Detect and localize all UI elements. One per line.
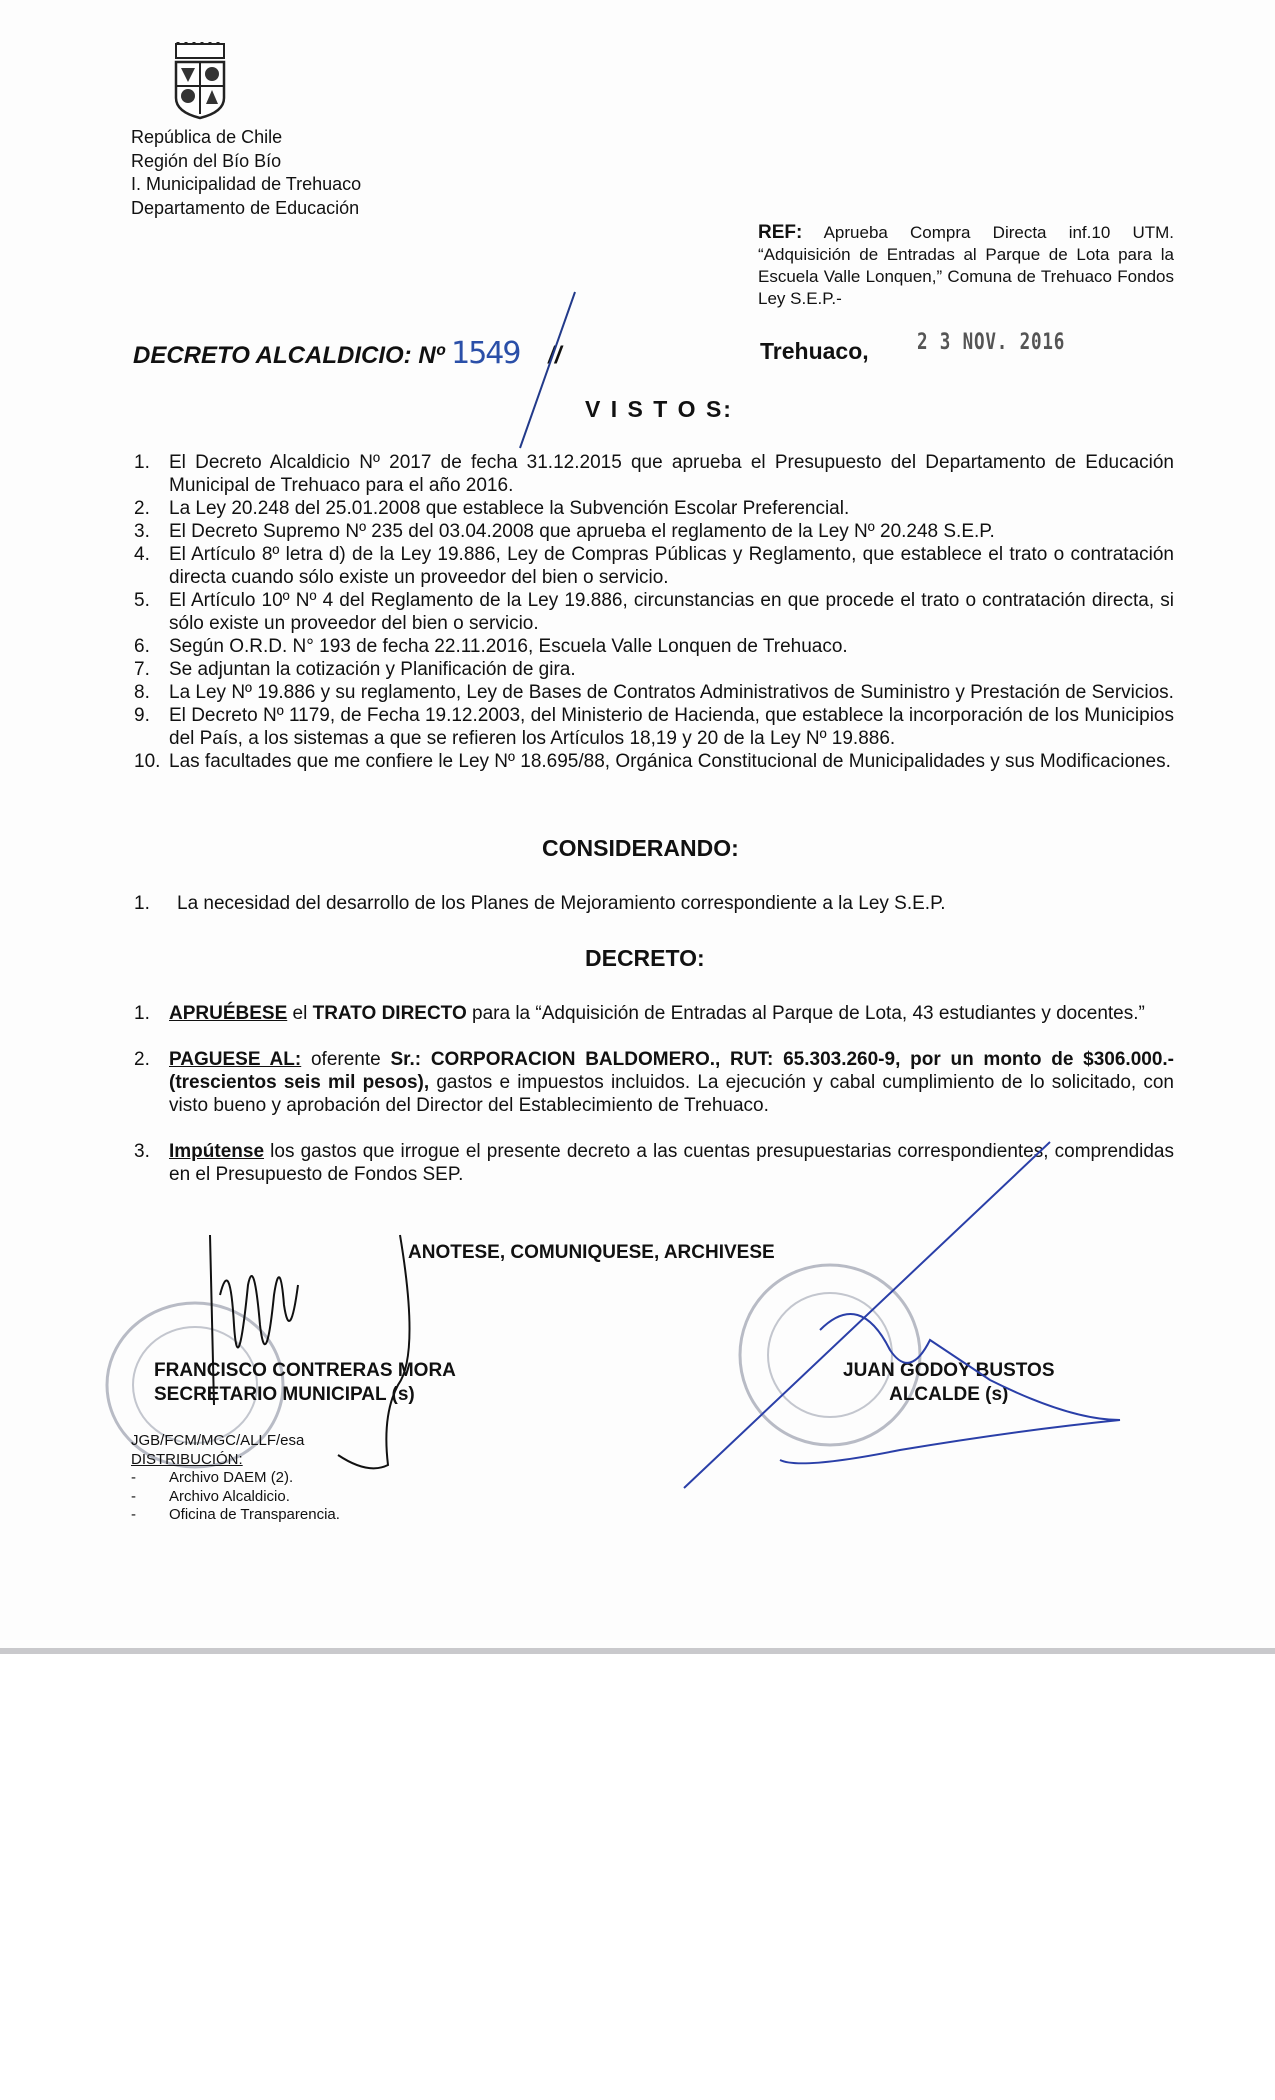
header-line: Región del Bío Bío — [131, 150, 282, 171]
header-line: I. Municipalidad de Trehuaco — [131, 174, 362, 194]
list-item: 10. Las facultades que me confiere le Ley Nº 18.695/88, Orgánica Constitucional de Municipalidades y sus Modificaciones. — [134, 751, 1171, 772]
decreto-heading: DECRETO: — [585, 945, 705, 971]
initials: JGB/FCM/MGC/ALLF/esa — [131, 1432, 305, 1449]
vistos-list — [134, 451, 1174, 773]
decree-handwritten-number: 1549 — [451, 336, 520, 371]
list-item: 2. La Ley 20.248 del 25.01.2008 que establece la Subvención Escolar Preferencial. — [134, 498, 850, 519]
list-item: 1. La necesidad del desarrollo de los Planes de Mejoramiento correspondiente a la Ley S.E.P. — [134, 893, 946, 914]
footer: JGB/FCM/MGC/ALLF/esa DISTRIBUCIÓN: - Archivo DAEM (2). - Archivo Alcaldicio. - Oficina de Transparencia. — [131, 1432, 340, 1523]
list-item: 3. Impútense los gastos que irrogue el presente decreto a las cuentas presupuestarias correspondientes, comprendidas en el Presupuesto de Fondos SEP. — [134, 1141, 1174, 1185]
date-stamp: 2 3 NOV. 2016 — [917, 330, 1066, 355]
vistos-heading: V I S T O S: — [585, 396, 733, 422]
decree-label: DECRETO ALCALDICIO: Nº — [133, 342, 445, 369]
secretary-role: SECRETARIO MUNICIPAL (s) — [154, 1384, 415, 1405]
considerando-list — [134, 892, 1174, 915]
mayor-name: JUAN GODOY BUSTOS — [843, 1360, 1055, 1381]
distribution-label: DISTRIBUCIÓN: — [131, 1450, 243, 1468]
secretary-name: FRANCISCO CONTRERAS MORA — [154, 1360, 456, 1381]
list-item: 6. Según O.R.D. N° 193 de fecha 22.11.2016, Escuela Valle Lonquen de Trehuaco. — [134, 636, 848, 657]
list-item: 7. Se adjuntan la cotización y Planificación de gira. — [134, 659, 576, 680]
list-item: 4. El Artículo 8º letra d) de la Ley 19.886, Ley de Compras Públicas y Reglamento, que establece el trato o contratación directa cuando sólo existe un proveedor del bien o servicio. — [134, 544, 1174, 588]
mayor-handwritten-signature — [670, 1140, 1270, 1500]
list-item: 2. PAGUESE AL: oferente Sr.: CORPORACION BALDOMERO., RUT: 65.303.260-9, por un monto de $306.000.- (trescientos seis mil pesos), gastos e impuestos incluidos. La ejecución y cabal cumplimiento de lo solicitado, con visto bueno y aprobación del Director del Establecimiento de Trehuaco. — [134, 1049, 1175, 1116]
decree-suffix: // — [548, 342, 562, 369]
list-item: 8. La Ley Nº 19.886 y su reglamento, Ley de Bases de Contratos Administrativos de Suministro y Prestación de Servicios. — [134, 682, 1174, 703]
ref-text: Aprueba Compra Directa inf.10 UTM. “Adquisición de Entradas al Parque de Lota para la Escuela Valle Lonquen,” Comuna de Trehuaco Fondos Ley S.E.P.- — [758, 223, 1174, 308]
issuer-header — [131, 126, 361, 220]
list-item: 1. El Decreto Alcaldicio Nº 2017 de fecha 31.12.2015 que aprueba el Presupuesto del Departamento de Educación Municipal de Trehuaco para el año 2016. — [134, 452, 1174, 496]
pen-stroke — [500, 290, 580, 450]
ref-label: REF: — [758, 222, 803, 243]
list-item: 9. El Decreto Nº 1179, de Fecha 19.12.2003, del Ministerio de Hacienda, que establece la incorporación de los Municipios del País, a los sistemas a que se refieren los Artículos 18,19 y 20 de la Ley Nº 19.886. — [134, 705, 1174, 749]
list-item: 1. APRUÉBESE el TRATO DIRECTO para la “Adquisición de Entradas al Parque de Lota, 43 estudiantes y docentes.” — [134, 1003, 1145, 1024]
closing-formula: ANOTESE, COMUNIQUESE, ARCHIVESE — [408, 1242, 775, 1263]
distribution-item: Archivo Alcaldicio. — [169, 1487, 290, 1505]
distribution-item: Oficina de Transparencia. — [169, 1506, 340, 1523]
list-item: 3. El Decreto Supremo Nº 235 del 03.04.2008 que aprueba el reglamento de la Ley Nº 20.248 S.E.P. — [134, 521, 995, 542]
considerando-heading: CONSIDERANDO: — [542, 835, 739, 861]
mayor-role: ALCALDE (s) — [889, 1384, 1009, 1405]
list-item: 5. El Artículo 10º Nº 4 del Reglamento de la Ley 19.886, circunstancias en que procede el trato o contratación directa, si sólo existe un proveedor del bien o servicio. — [134, 590, 1174, 634]
header-line: República de Chile — [131, 127, 283, 147]
municipal-coat-of-arms-logo — [168, 42, 232, 120]
decree-number — [133, 336, 561, 371]
place: Trehuaco, — [760, 338, 869, 364]
header-line: Departamento de Educación — [131, 197, 360, 218]
distribution-item: Archivo DAEM (2). — [169, 1469, 294, 1486]
reference-block — [758, 222, 1174, 310]
